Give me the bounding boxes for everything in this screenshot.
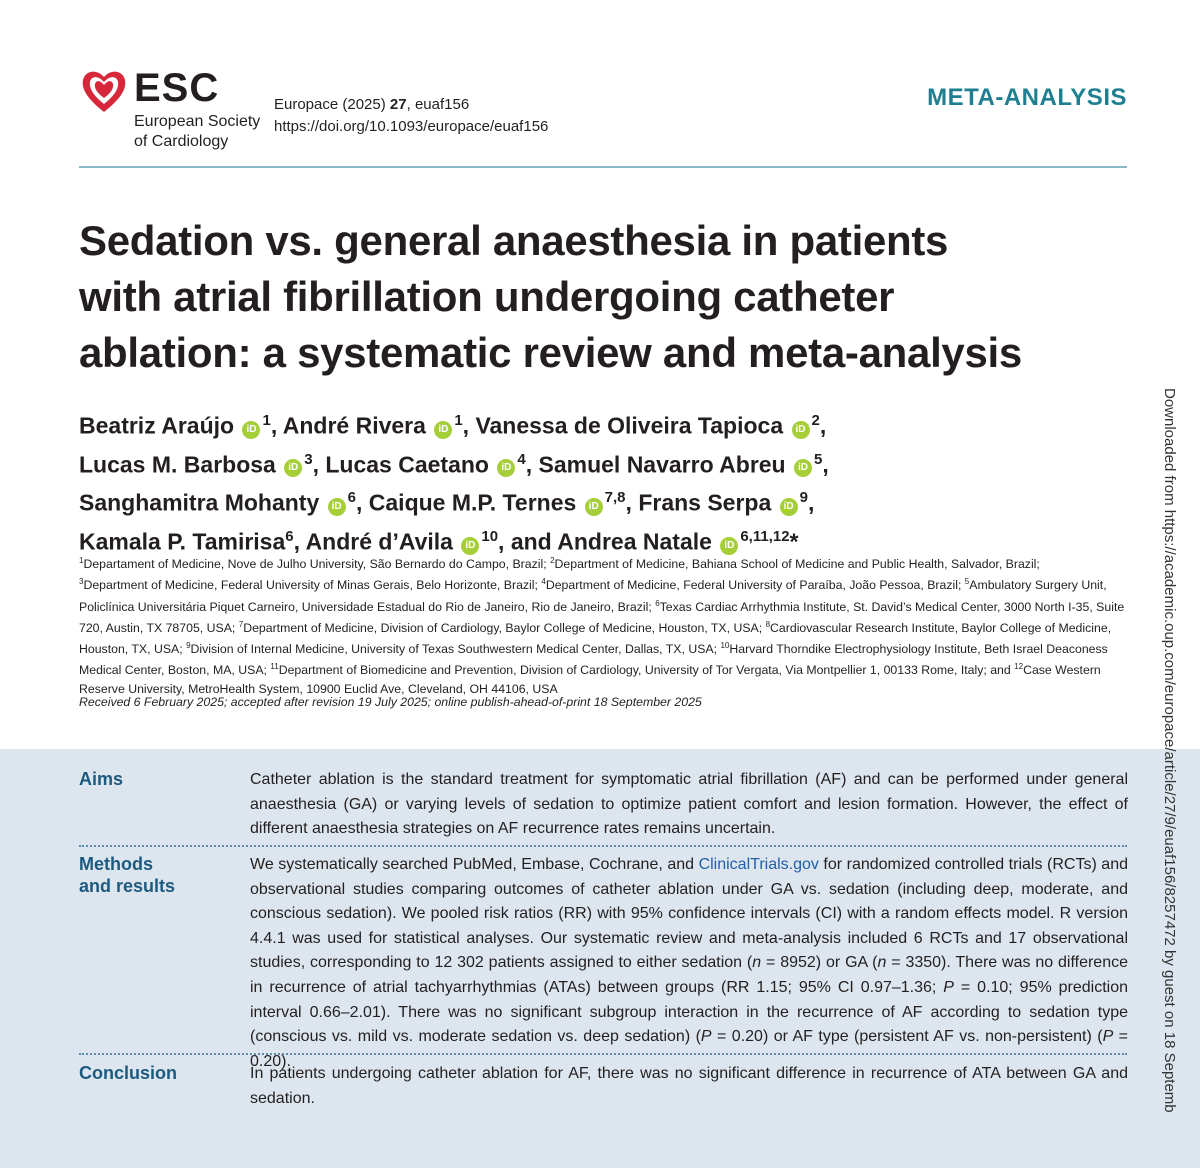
affiliation: Ambulatory Surgery Unit, Policlínica Universitária Piquet Carneiro, Universidade Estadual do Rio de Janeiro, Rio de Janeiro, Brazil; <box>79 578 1107 614</box>
author-name: Samuel Navarro Abreu <box>538 451 786 478</box>
title-line: Sedation vs. general anaesthesia in patients <box>79 217 949 264</box>
author-affiliation-number: 4 <box>517 450 526 468</box>
author-affiliation-number: 7,8 <box>604 489 626 507</box>
orcid-icon[interactable]: iD <box>284 459 302 477</box>
orcid-icon[interactable]: iD <box>461 537 479 555</box>
author-name: André Rivera <box>282 412 426 439</box>
corresponding-author-mark: * <box>789 528 799 555</box>
orcid-icon[interactable]: iD <box>720 537 738 555</box>
orcid-icon[interactable]: iD <box>794 459 812 477</box>
author-name: Beatriz Araújo <box>79 412 235 439</box>
article-type-label: META-ANALYSIS <box>927 84 1127 111</box>
affiliation: Harvard Thorndike Electrophysiology Institute, Beth Israel Deaconess Medical Center, Boston, MA, USA; <box>79 642 1108 678</box>
esc-logo <box>79 66 279 156</box>
affiliation: Departament of Medicine, Nove de Julho University, São Bernardo do Campo, Brazil; <box>83 557 551 572</box>
title-line: ablation: a systematic review and meta-analysis <box>79 329 1022 376</box>
author-affiliation-number: 3 <box>304 450 313 468</box>
orcid-icon[interactable]: iD <box>242 421 260 439</box>
journal-name: Europace (2025) <box>274 96 386 113</box>
orcid-icon[interactable]: iD <box>328 498 346 516</box>
logo-line-2: of Cardiology <box>134 133 229 150</box>
author-name: Vanessa de Oliveira Tapioca <box>475 412 784 439</box>
section-divider <box>79 1053 1127 1055</box>
orcid-icon[interactable]: iD <box>497 459 515 477</box>
conclusion-heading: Conclusion <box>79 1063 177 1083</box>
affiliation: Department of Medicine, Federal University of Paraíba, João Pessoa, Brazil; <box>545 578 965 593</box>
methods-text: We systematically searched PubMed, Embase, Cochrane, and ClinicalTrials.gov for randomized controlled trials (RCTs) and observational studies comparing outcomes of catheter ablation under GA vs. sedation (including deep, moderate, and conscious sedation). We pooled risk ratios (RR) with 95% confidence intervals (CI) with a random effects model. R version 4.4.1 was used for statistical analyses. Our systematic review and meta-analysis included 6 RCTs and 17 observational studies, corresponding to 12 302 patients assigned to either sedation (n = 8952) or GA (n = 3350). There was no difference in recurrence of atrial tachyarrhythmias (ATAs) between groups (RR 1.15; 95% CI 0.97–1.36; P = 0.10; 95% prediction interval 0.66–2.01). There was no significant subgroup interaction in the recurrence of AF according to sedation type (conscious vs. mild vs. moderate sedation vs. deep sedation) (P = 0.20) or AF type (persistent AF vs. non-persistent) (P = 0.20). <box>250 856 1129 1070</box>
author-affiliation-number: 1 <box>454 412 463 429</box>
author-line: Sanghamitra Mohanty $iD^6$, Caique M.P. Ternes iD$^{7,8}$, Frans Serpa $iD^9$, <box>79 489 815 516</box>
section-divider <box>79 845 1127 847</box>
author-affiliation-number: 6,11,12 <box>740 527 790 545</box>
affiliation: Department of Medicine, Federal University of Minas Gerais, Belo Horizonte, Brazil; <box>83 578 542 593</box>
paper-title <box>79 213 1159 381</box>
affiliation: Cardiovascular Research Institute, Baylor College of Medicine, Houston, TX, USA; <box>79 620 1112 657</box>
title-line: with atrial fibrillation undergoing catheter <box>79 273 895 320</box>
journal-volume: 27 <box>389 96 407 113</box>
author-affiliation-number: 9 <box>799 489 808 507</box>
heart-logo-icon <box>79 66 129 116</box>
affiliation: Department of Medicine, Bahiana School of Medicine and Public Health, Salvador, Brazil; <box>554 557 1040 572</box>
author-name: Kamala P. Tamirisa <box>79 528 286 555</box>
journal-article-id: , euaf156 <box>406 96 470 113</box>
logo-line-1: European Society <box>134 113 261 130</box>
author-affiliation-number: 10 <box>481 527 499 545</box>
orcid-icon[interactable]: iD <box>585 498 603 516</box>
author-name: Lucas M. Barbosa <box>79 451 276 478</box>
author-affiliation-number: 2 <box>811 412 820 429</box>
author-name: Andrea Natale <box>557 528 712 555</box>
author-affiliation-number: 6 <box>285 527 294 545</box>
author-affiliation-number: 6 <box>347 489 356 507</box>
author-list <box>79 404 1139 559</box>
orcid-icon[interactable]: iD <box>434 421 452 439</box>
logo-abbreviation: ESC <box>134 66 220 110</box>
doi-link[interactable]: https://doi.org/10.1093/europace/euaf156 <box>274 118 549 135</box>
author-name: Frans Serpa <box>638 489 772 516</box>
author-line: Beatriz Araújo $iD^1$, André Rivera $iD^1$, Vanessa de Oliveira Tapioca $iD^2$, <box>79 412 827 439</box>
affiliations: $^1$Departament of Medicine, Nove de Julho University, São Bernardo do Campo, Brazil; $^2$Department of Medicine, Bahiana School of Medicine and Public Health, Salvador, Brazil; $^3$Department of Medicine, Federal University of Minas Gerais, Belo Horizonte, Brazil; $^4$Department of Medicine, Federal University of Paraíba, João Pessoa, Brazil; $^5$Ambulatory Surgery Unit, Policlínica Universitária Piquet Carneiro, Universidade Estadual do Rio de Janeiro, Rio de Janeiro, Brazil; $^6$Texas Cardiac Arrhythmia Institute, St. David’s Medical Center, 3000 North I-35, Suite 720, Austin, TX 78705, USA; $^7$Department of Medicine, Division of Cardiology, Baylor College of Medicine, Houston, TX, USA; $^8$Cardiovascular Research Institute, Baylor College of Medicine, Houston, TX, USA; $^9$Division of Internal Medicine, University of Texas Southwestern Medical Center, Dallas, TX, USA; $^{10}$Harvard Thorndike Electrophysiology Institute, Beth Israel Deaconess Medical Center, Boston, MA, USA; $^{11}$Department of Biomedicine and Prevention, Division of Cardiology, University of Tor Vergata, Via Montpellier 1, 00133 Rome, Italy; and $^{12}$Case Western Reserve University, MetroHealth System, 10900 Euclid Ave, Cleveland, OH 44106, USA <box>79 556 1125 696</box>
author-name: Lucas Caetano <box>325 451 489 478</box>
orcid-icon[interactable]: iD <box>792 421 810 439</box>
author-name: Caique M.P. Ternes <box>368 489 577 516</box>
conclusion-text: In patients undergoing catheter ablation for AF, there was no significant difference in recurrence of ATA between GA and sedation. <box>250 1065 1128 1107</box>
orcid-icon[interactable]: iD <box>780 498 798 516</box>
download-watermark <box>1156 388 1184 1168</box>
structured-abstract <box>0 749 1200 1168</box>
clinicaltrials-link[interactable]: ClinicalTrials.gov <box>698 856 819 873</box>
author-line: Kamala P. Tamirisa$^6$, André d’Avila $iD^{10}$, and Andrea Natale iD$^{6,11,12}$* <box>79 527 799 555</box>
methods-heading: Methods and results <box>79 854 176 896</box>
journal-citation <box>274 94 548 138</box>
affiliation: Department of Medicine, Division of Cardiology, Baylor College of Medicine, Houston, TX, USA; <box>243 620 766 635</box>
author-affiliation-number: 1 <box>262 412 271 429</box>
affiliation: Division of Internal Medicine, University of Texas Southwestern Medical Center, Dallas, TX, USA; <box>190 642 721 657</box>
author-line: Lucas M. Barbosa $iD^3$, Lucas Caetano $iD^4$, Samuel Navarro Abreu $iD^5$, <box>79 450 829 478</box>
affiliation: Department of Biomedicine and Prevention, Division of Cardiology, University of Tor Vergata, Via Montpellier 1, 00133 Rome, Italy; and <box>278 663 1015 678</box>
author-affiliation-number: 5 <box>814 450 823 468</box>
author-name: André d’Avila <box>305 528 453 555</box>
author-name: Sanghamitra Mohanty <box>79 489 320 516</box>
aims-text: Catheter ablation is the standard treatment for symptomatic atrial fibrillation (AF) and can be performed under general anaesthesia (GA) or varying levels of sedation to optimize patient comfort and lesion formation. However, the effect of different anaesthesia strategies on AF recurrence rates remains uncertain. <box>250 771 1128 838</box>
affiliation: Texas Cardiac Arrhythmia Institute, St. David’s Medical Center, 3000 North I-35, Suite 720, Austin, TX 78705, USA; <box>79 599 1125 635</box>
aims-heading: Aims <box>79 769 124 789</box>
download-watermark-text: Downloaded from https://academic.oup.com/europace/article/27/9/euaf156/8257472 by guest on 18 Septemb <box>1161 388 1178 1113</box>
header-divider <box>79 166 1127 168</box>
affiliation: Case Western Reserve University, MetroHealth System, 10900 Euclid Ave, Cleveland, OH 44106, USA <box>79 663 1101 696</box>
received-dates: Received 6 February 2025; accepted after revision 19 July 2025; online publish-ahead-of-print 18 September 2025 <box>79 695 702 709</box>
